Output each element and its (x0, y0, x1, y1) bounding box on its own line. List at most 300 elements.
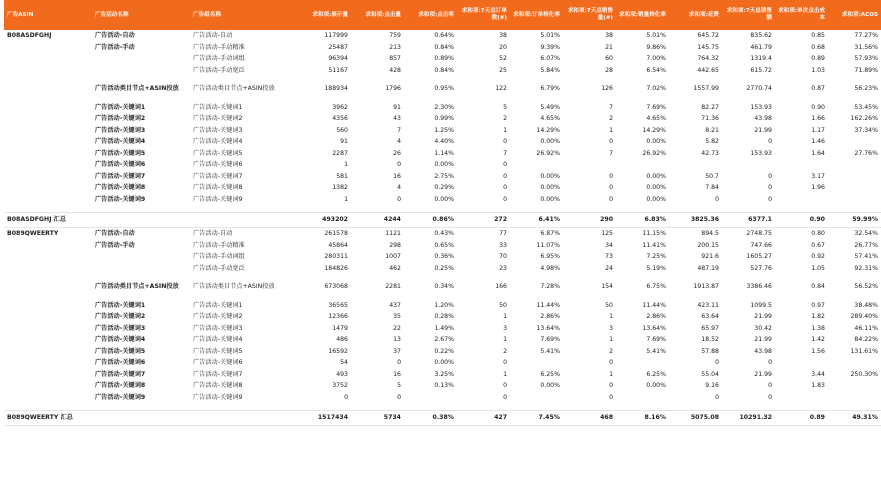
clicks-cell[interactable]: 0 (397, 359, 401, 366)
spend-cell[interactable]: 487.19 (697, 264, 719, 272)
spend-cell[interactable]: 71.36 (701, 115, 719, 122)
ctr-cell[interactable]: 0.99% (434, 115, 454, 122)
acos-cell[interactable]: 57.93% (854, 55, 878, 62)
sales-cell[interactable]: 2770.74 (746, 85, 772, 92)
sales-cell[interactable]: 21.99 (754, 126, 772, 134)
ctr-cell[interactable]: 0.89% (434, 55, 454, 62)
ucvr-cell[interactable]: 6.75% (646, 283, 666, 290)
orders-cell[interactable]: 77 (499, 230, 507, 237)
campaign-cell[interactable]: 广告活动-关键词3 (95, 126, 146, 134)
group-cell[interactable]: 广告活动-手动精准 (193, 241, 245, 249)
sales-cell[interactable]: 747.66 (750, 241, 772, 249)
spend-cell[interactable]: 0 (715, 393, 719, 401)
cpc-cell[interactable]: 1.96 (811, 184, 825, 191)
asin-cell[interactable] (4, 251, 92, 263)
header-sales[interactable]: 求和项:7天总销售额 (722, 0, 775, 30)
orders-cell[interactable]: 20 (499, 43, 507, 51)
asin-cell[interactable] (4, 392, 92, 404)
spend-cell[interactable]: 764.32 (697, 55, 719, 62)
campaign-cell[interactable]: 广告活动-关键词8 (95, 184, 146, 191)
spend-cell[interactable]: 0 (715, 359, 719, 366)
orders-total-cell[interactable]: 272 (457, 213, 510, 228)
clicks-cell[interactable]: 37 (393, 347, 401, 355)
impressions-cell[interactable]: 280311 (324, 253, 348, 260)
group-cell[interactable]: 广告活动-关键词4 (193, 138, 243, 145)
spend-cell[interactable]: 82.27 (701, 103, 719, 111)
group-cell[interactable]: 广告活动-关键词9 (193, 195, 243, 203)
asin-cell[interactable]: B08ASDFGHJ (7, 32, 52, 39)
impressions-cell[interactable]: 1 (344, 195, 348, 203)
impressions-cell[interactable]: 4356 (332, 115, 348, 122)
sales-cell[interactable]: 153.93 (750, 103, 772, 111)
ucvr-cell[interactable]: 0.00% (646, 195, 666, 203)
sales-cell[interactable]: 0 (768, 195, 772, 203)
asin-cell[interactable]: B089QWEERTY (7, 230, 59, 237)
spend-cell[interactable]: 645.72 (697, 32, 719, 39)
ocvr-cell[interactable]: 6.95% (540, 253, 560, 260)
units-cell[interactable]: 2 (609, 115, 613, 122)
impressions-cell[interactable]: 1 (344, 161, 348, 168)
ucvr-cell[interactable]: 7.02% (646, 85, 666, 92)
ctr-cell[interactable]: 4.40% (434, 138, 454, 145)
impressions-cell[interactable]: 45864 (328, 241, 348, 249)
spend-cell[interactable]: 145.75 (697, 43, 719, 51)
ucvr-cell[interactable]: 5.19% (646, 264, 666, 272)
clicks-cell[interactable]: 1121 (385, 230, 401, 237)
ctr-cell[interactable]: 0.29% (434, 184, 454, 191)
campaign-cell[interactable]: 广告活动-关键词1 (95, 103, 146, 111)
campaign-cell[interactable] (92, 411, 190, 426)
spend-cell[interactable]: 423.11 (697, 301, 719, 309)
ctr-cell[interactable]: 0.22% (434, 347, 454, 355)
impressions-cell[interactable]: 3962 (332, 103, 348, 111)
clicks-cell[interactable]: 26 (393, 149, 401, 157)
group-cell[interactable]: 广告活动-关键词7 (193, 172, 243, 180)
group-cell[interactable] (190, 213, 298, 228)
group-cell[interactable]: 广告活动-关键词6 (193, 359, 243, 366)
group-cell[interactable] (190, 411, 298, 426)
campaign-cell[interactable]: 广告活动-关键词7 (95, 172, 146, 180)
cpc-cell[interactable] (775, 194, 828, 206)
impressions-total-cell[interactable]: 1517434 (298, 411, 351, 426)
group-cell[interactable]: 广告活动-自动 (193, 230, 233, 237)
group-cell[interactable]: 广告活动类目节点+ASIN投放 (193, 85, 275, 92)
header-order-cvr[interactable]: 求和项:订单转化率 (510, 0, 563, 30)
orders-cell[interactable]: 25 (499, 66, 507, 74)
ocvr-cell[interactable]: 6.07% (540, 55, 560, 62)
impressions-cell[interactable]: 117999 (324, 32, 348, 39)
ucvr-total-cell[interactable]: 8.16% (616, 411, 669, 426)
ucvr-cell[interactable]: 11.41% (642, 241, 666, 249)
ocvr-cell[interactable]: 7.28% (540, 283, 560, 290)
cpc-cell[interactable]: 1.56 (811, 347, 825, 355)
impressions-cell[interactable]: 486 (336, 336, 348, 343)
group-cell[interactable]: 广告活动-关键词9 (193, 393, 243, 401)
campaign-cell[interactable] (92, 251, 190, 263)
ucvr-total-cell[interactable]: 6.83% (616, 213, 669, 228)
header-orders[interactable]: 求和项:7天总订单数(#) (457, 0, 510, 30)
clicks-cell[interactable]: 759 (389, 32, 401, 39)
asin-cell[interactable] (4, 281, 92, 293)
orders-cell[interactable]: 0 (503, 382, 507, 389)
ucvr-cell[interactable]: 6.25% (646, 370, 666, 378)
sales-cell[interactable]: 21.99 (754, 336, 772, 343)
orders-cell[interactable]: 0 (503, 359, 507, 366)
campaign-cell[interactable] (92, 213, 190, 228)
units-cell[interactable]: 0 (609, 172, 613, 180)
clicks-cell[interactable]: 43 (393, 115, 401, 122)
impressions-total-cell[interactable]: 493202 (298, 213, 351, 228)
ucvr-cell[interactable]: 9.86% (646, 43, 666, 51)
ucvr-cell[interactable]: 5.41% (646, 347, 666, 355)
spend-cell[interactable]: 1913.87 (693, 283, 719, 290)
acos-cell[interactable]: 26.77% (854, 241, 878, 249)
impressions-cell[interactable]: 96394 (328, 55, 348, 62)
units-cell[interactable] (563, 159, 616, 171)
asin-cell[interactable] (4, 42, 92, 54)
cpc-cell[interactable]: 1.03 (811, 66, 825, 74)
group-cell[interactable]: 广告活动-关键词8 (193, 184, 243, 191)
cpc-cell[interactable]: 1.17 (811, 126, 825, 134)
units-cell[interactable]: 154 (601, 283, 613, 290)
spend-cell[interactable]: 7.84 (705, 184, 719, 191)
units-cell[interactable]: 126 (601, 85, 613, 92)
header-ctr[interactable]: 求和项:点击率 (404, 0, 457, 30)
impressions-cell[interactable]: 261578 (324, 230, 348, 237)
campaign-cell[interactable]: 广告活动-关键词8 (95, 382, 146, 389)
group-cell[interactable]: 广告活动-关键词8 (193, 382, 243, 389)
acos-cell[interactable] (828, 357, 881, 369)
sales-cell[interactable]: 461.79 (750, 43, 772, 51)
group-cell[interactable]: 广告活动-关键词1 (193, 103, 243, 111)
ucvr-cell[interactable]: 4.65% (646, 115, 666, 122)
group-cell[interactable]: 广告活动-关键词2 (193, 115, 243, 122)
cpc-cell[interactable]: 0.80 (811, 230, 825, 237)
clicks-cell[interactable]: 2281 (385, 283, 401, 290)
spend-cell[interactable]: 55.04 (701, 370, 719, 378)
header-campaign[interactable]: 广告活动名称 (92, 0, 190, 30)
clicks-cell[interactable]: 35 (393, 313, 401, 320)
orders-cell[interactable]: 50 (499, 301, 507, 309)
clicks-cell[interactable]: 22 (393, 324, 401, 332)
asin-cell[interactable] (4, 136, 92, 148)
cpc-cell[interactable]: 0.84 (811, 283, 825, 290)
asin-cell[interactable] (4, 300, 92, 312)
units-cell[interactable]: 21 (605, 43, 613, 51)
orders-cell[interactable]: 52 (499, 55, 507, 62)
acos-cell[interactable]: 71.89% (854, 66, 878, 74)
header-group[interactable]: 广告组名称 (190, 0, 298, 30)
group-cell[interactable]: 广告活动-关键词7 (193, 370, 243, 378)
ocvr-total-cell[interactable]: 7.45% (510, 411, 563, 426)
ucvr-cell[interactable]: 7.69% (646, 103, 666, 111)
sales-cell[interactable]: 153.93 (750, 149, 772, 157)
cpc-cell[interactable]: 3.17 (811, 172, 825, 180)
ocvr-cell[interactable]: 7.69% (540, 336, 560, 343)
spend-cell[interactable]: 0 (715, 195, 719, 203)
orders-cell[interactable]: 7 (503, 149, 507, 157)
ctr-cell[interactable]: 0.13% (434, 382, 454, 389)
group-cell[interactable]: 广告活动-手动宽泛 (193, 264, 245, 272)
asin-cell[interactable] (4, 311, 92, 323)
units-cell[interactable]: 1 (609, 370, 613, 378)
acos-cell[interactable]: 31.56% (854, 43, 878, 51)
sales-cell[interactable]: 2748.75 (746, 230, 772, 237)
asin-cell[interactable] (4, 334, 92, 346)
orders-cell[interactable]: 23 (499, 264, 507, 272)
cpc-cell[interactable] (775, 357, 828, 369)
acos-cell[interactable] (828, 380, 881, 392)
ocvr-cell[interactable]: 9.39% (540, 43, 560, 51)
ucvr-cell[interactable]: 5.01% (646, 32, 666, 39)
sales-cell[interactable]: 30.42 (754, 324, 772, 332)
group-cell[interactable]: 广告活动-关键词3 (193, 126, 243, 134)
clicks-cell[interactable]: 213 (389, 43, 401, 51)
clicks-cell[interactable]: 857 (389, 55, 401, 62)
orders-cell[interactable]: 33 (499, 241, 507, 249)
group-cell[interactable]: 广告活动-手动词组 (193, 253, 245, 260)
asin-cell[interactable] (4, 83, 92, 95)
cpc-cell[interactable]: 0.89 (811, 55, 825, 62)
spend-cell[interactable]: 63.64 (701, 313, 719, 320)
group-cell[interactable]: 广告活动-关键词5 (193, 149, 243, 157)
cpc-cell[interactable]: 0.97 (811, 301, 825, 309)
units-cell[interactable]: 2 (609, 347, 613, 355)
ctr-cell[interactable]: 0.25% (434, 264, 454, 272)
units-cell[interactable]: 1 (609, 336, 613, 343)
units-cell[interactable]: 0 (609, 359, 613, 366)
cpc-cell[interactable]: 1.82 (811, 313, 825, 320)
units-cell[interactable]: 73 (605, 253, 613, 260)
orders-total-cell[interactable]: 427 (457, 411, 510, 426)
ctr-total-cell[interactable]: 0.86% (404, 213, 457, 228)
ucvr-cell[interactable]: 7.00% (646, 55, 666, 62)
ucvr-cell[interactable]: 6.54% (646, 66, 666, 74)
ocvr-cell[interactable]: 6.79% (540, 85, 560, 92)
sales-cell[interactable]: 21.99 (754, 313, 772, 320)
campaign-cell[interactable]: 广告活动-关键词4 (95, 336, 146, 343)
ocvr-cell[interactable]: 13.64% (536, 324, 560, 332)
ucvr-cell[interactable]: 13.64% (642, 324, 666, 332)
cpc-total-cell[interactable]: 0.89 (775, 411, 828, 426)
header-unit-cvr[interactable]: 求和项:销量转化率 (616, 0, 669, 30)
ocvr-cell[interactable]: 0.00% (540, 382, 560, 389)
clicks-cell[interactable]: 428 (389, 66, 401, 74)
acos-cell[interactable]: 37.34% (854, 126, 878, 134)
acos-cell[interactable] (828, 159, 881, 171)
sales-cell[interactable]: 527.76 (750, 264, 772, 272)
clicks-cell[interactable]: 0 (397, 393, 401, 401)
group-cell[interactable]: 广告活动类目节点+ASIN投放 (193, 283, 275, 290)
campaign-cell[interactable]: 广告活动-关键词4 (95, 138, 146, 145)
header-units[interactable]: 求和项:7天总销售量(#) (563, 0, 616, 30)
sales-cell[interactable]: 615.72 (750, 66, 772, 74)
units-cell[interactable]: 34 (605, 241, 613, 249)
group-cell[interactable]: 广告活动-关键词6 (193, 161, 243, 168)
acos-cell[interactable] (828, 136, 881, 148)
clicks-total-cell[interactable]: 5734 (351, 411, 404, 426)
campaign-cell[interactable]: 广告活动类目节点+ASIN投放 (95, 283, 179, 290)
impressions-cell[interactable]: 560 (336, 126, 348, 134)
ucvr-cell[interactable] (616, 357, 669, 369)
ctr-cell[interactable]: 0.00% (434, 161, 454, 168)
impressions-cell[interactable]: 1479 (332, 324, 348, 332)
sales-cell[interactable]: 1319.4 (750, 55, 772, 62)
ocvr-cell[interactable]: 6.25% (540, 370, 560, 378)
cpc-cell[interactable]: 1.83 (811, 382, 825, 389)
sales-cell[interactable]: 835.62 (750, 32, 772, 39)
acos-cell[interactable]: 32.54% (854, 230, 878, 237)
campaign-cell[interactable]: 广告活动-自动 (95, 230, 135, 237)
orders-cell[interactable]: 1 (503, 370, 507, 378)
ctr-cell[interactable]: 1.25% (434, 126, 454, 134)
orders-cell[interactable]: 0 (503, 184, 507, 191)
subtotal-label[interactable]: B08ASDFGHJ 汇总 (4, 213, 92, 228)
impressions-cell[interactable]: 2287 (332, 149, 348, 157)
header-asin[interactable]: 广告ASIN (4, 0, 92, 30)
sales-cell[interactable]: 1605.27 (746, 253, 772, 260)
orders-cell[interactable]: 5 (503, 103, 507, 111)
acos-cell[interactable] (828, 194, 881, 206)
ucvr-cell[interactable]: 0.00% (646, 138, 666, 145)
acos-total-cell[interactable]: 59.99% (828, 213, 881, 228)
acos-cell[interactable]: 56.52% (854, 283, 878, 290)
ctr-cell[interactable]: 0.43% (434, 230, 454, 237)
campaign-cell[interactable]: 广告活动-关键词6 (95, 359, 146, 366)
orders-cell[interactable]: 166 (495, 283, 507, 290)
cpc-cell[interactable]: 0.87 (811, 85, 825, 92)
campaign-cell[interactable]: 广告活动-手动 (95, 241, 135, 249)
asin-cell[interactable] (4, 148, 92, 160)
ocvr-cell[interactable]: 14.29% (536, 126, 560, 134)
campaign-cell[interactable]: 广告活动-关键词1 (95, 301, 146, 309)
sales-cell[interactable]: 0 (768, 172, 772, 180)
orders-cell[interactable]: 3 (503, 324, 507, 332)
units-cell[interactable]: 1 (609, 313, 613, 320)
asin-cell[interactable] (4, 194, 92, 206)
ocvr-cell[interactable]: 11.07% (536, 241, 560, 249)
asin-cell[interactable] (4, 182, 92, 194)
clicks-cell[interactable]: 4 (397, 138, 401, 145)
orders-cell[interactable]: 1 (503, 126, 507, 134)
cpc-cell[interactable]: 3.44 (811, 370, 825, 378)
ctr-cell[interactable]: 1.14% (434, 149, 454, 157)
campaign-cell[interactable]: 广告活动-关键词5 (95, 347, 146, 355)
ocvr-cell[interactable] (510, 357, 563, 369)
sales-cell[interactable]: 3386.46 (746, 283, 772, 290)
group-cell[interactable]: 广告活动-关键词5 (193, 347, 243, 355)
ucvr-cell[interactable]: 11.44% (642, 301, 666, 309)
units-cell[interactable]: 38 (605, 32, 613, 39)
clicks-cell[interactable]: 298 (389, 241, 401, 249)
ctr-total-cell[interactable]: 0.38% (404, 411, 457, 426)
units-cell[interactable]: 7 (609, 103, 613, 111)
ocvr-cell[interactable] (510, 159, 563, 171)
clicks-cell[interactable]: 462 (389, 264, 401, 272)
acos-cell[interactable]: 162.26% (850, 115, 878, 122)
ocvr-cell[interactable] (510, 392, 563, 404)
clicks-cell[interactable]: 1007 (385, 253, 401, 260)
group-cell[interactable]: 广告活动-手动词组 (193, 55, 245, 62)
ucvr-cell[interactable]: 26.92% (642, 149, 666, 157)
acos-cell[interactable]: 53.45% (854, 103, 878, 111)
asin-cell[interactable] (4, 357, 92, 369)
spend-cell[interactable]: 1557.99 (693, 85, 719, 92)
clicks-cell[interactable]: 5 (397, 382, 401, 389)
orders-cell[interactable]: 0 (503, 138, 507, 145)
asin-cell[interactable] (4, 102, 92, 114)
impressions-cell[interactable]: 188934 (324, 85, 348, 92)
campaign-cell[interactable] (92, 53, 190, 65)
ocvr-cell[interactable]: 4.65% (540, 115, 560, 122)
units-cell[interactable]: 50 (605, 301, 613, 309)
impressions-cell[interactable]: 493 (336, 370, 348, 378)
units-cell[interactable]: 0 (609, 195, 613, 203)
campaign-cell[interactable]: 广告活动-关键词7 (95, 370, 146, 378)
clicks-cell[interactable]: 4 (397, 184, 401, 191)
asin-cell[interactable] (4, 323, 92, 335)
orders-cell[interactable]: 122 (495, 85, 507, 92)
group-cell[interactable]: 广告活动-关键词4 (193, 336, 243, 343)
spend-cell[interactable]: 5.82 (705, 138, 719, 145)
ucvr-cell[interactable]: 14.29% (642, 126, 666, 134)
clicks-cell[interactable]: 0 (397, 195, 401, 203)
asin-cell[interactable] (4, 159, 92, 171)
asin-cell[interactable] (4, 113, 92, 125)
units-cell[interactable]: 24 (605, 264, 613, 272)
spend-cell[interactable]: 50.7 (705, 172, 719, 180)
sales-cell[interactable]: 0 (768, 184, 772, 191)
acos-cell[interactable] (828, 171, 881, 183)
campaign-cell[interactable]: 广告活动-关键词2 (95, 115, 146, 122)
asin-cell[interactable] (4, 171, 92, 183)
impressions-cell[interactable]: 51167 (328, 66, 348, 74)
acos-total-cell[interactable]: 49.31% (828, 411, 881, 426)
ocvr-cell[interactable]: 0.00% (540, 184, 560, 191)
ctr-cell[interactable]: 1.20% (434, 301, 454, 309)
units-cell[interactable]: 3 (609, 324, 613, 332)
acos-cell[interactable]: 92.31% (854, 264, 878, 272)
asin-cell[interactable] (4, 53, 92, 65)
ocvr-cell[interactable]: 26.92% (536, 149, 560, 157)
units-cell[interactable]: 125 (601, 230, 613, 237)
impressions-cell[interactable]: 54 (340, 359, 348, 366)
impressions-cell[interactable]: 25487 (328, 43, 348, 51)
group-cell[interactable]: 广告活动-关键词2 (193, 313, 243, 320)
acos-cell[interactable]: 27.76% (854, 149, 878, 157)
cpc-cell[interactable] (775, 392, 828, 404)
cpc-cell[interactable]: 0.92 (811, 253, 825, 260)
acos-cell[interactable]: 77.27% (854, 32, 878, 39)
sales-cell[interactable]: 0 (768, 359, 772, 366)
ctr-cell[interactable]: 2.30% (434, 103, 454, 111)
cpc-cell[interactable]: 0.90 (811, 103, 825, 111)
group-cell[interactable]: 广告活动-关键词3 (193, 324, 243, 332)
clicks-cell[interactable]: 16 (393, 370, 401, 378)
header-impressions[interactable]: 求和项:展示量 (298, 0, 351, 30)
orders-cell[interactable]: 0 (503, 195, 507, 203)
orders-cell[interactable]: 38 (499, 32, 507, 39)
impressions-cell[interactable]: 3752 (332, 382, 348, 389)
acos-cell[interactable] (828, 392, 881, 404)
sales-cell[interactable]: 0 (768, 138, 772, 145)
campaign-cell[interactable] (92, 65, 190, 77)
asin-cell[interactable] (4, 263, 92, 275)
ocvr-cell[interactable]: 5.41% (540, 347, 560, 355)
acos-cell[interactable]: 289.40% (850, 313, 878, 320)
impressions-cell[interactable]: 16592 (328, 347, 348, 355)
impressions-cell[interactable]: 581 (336, 172, 348, 180)
